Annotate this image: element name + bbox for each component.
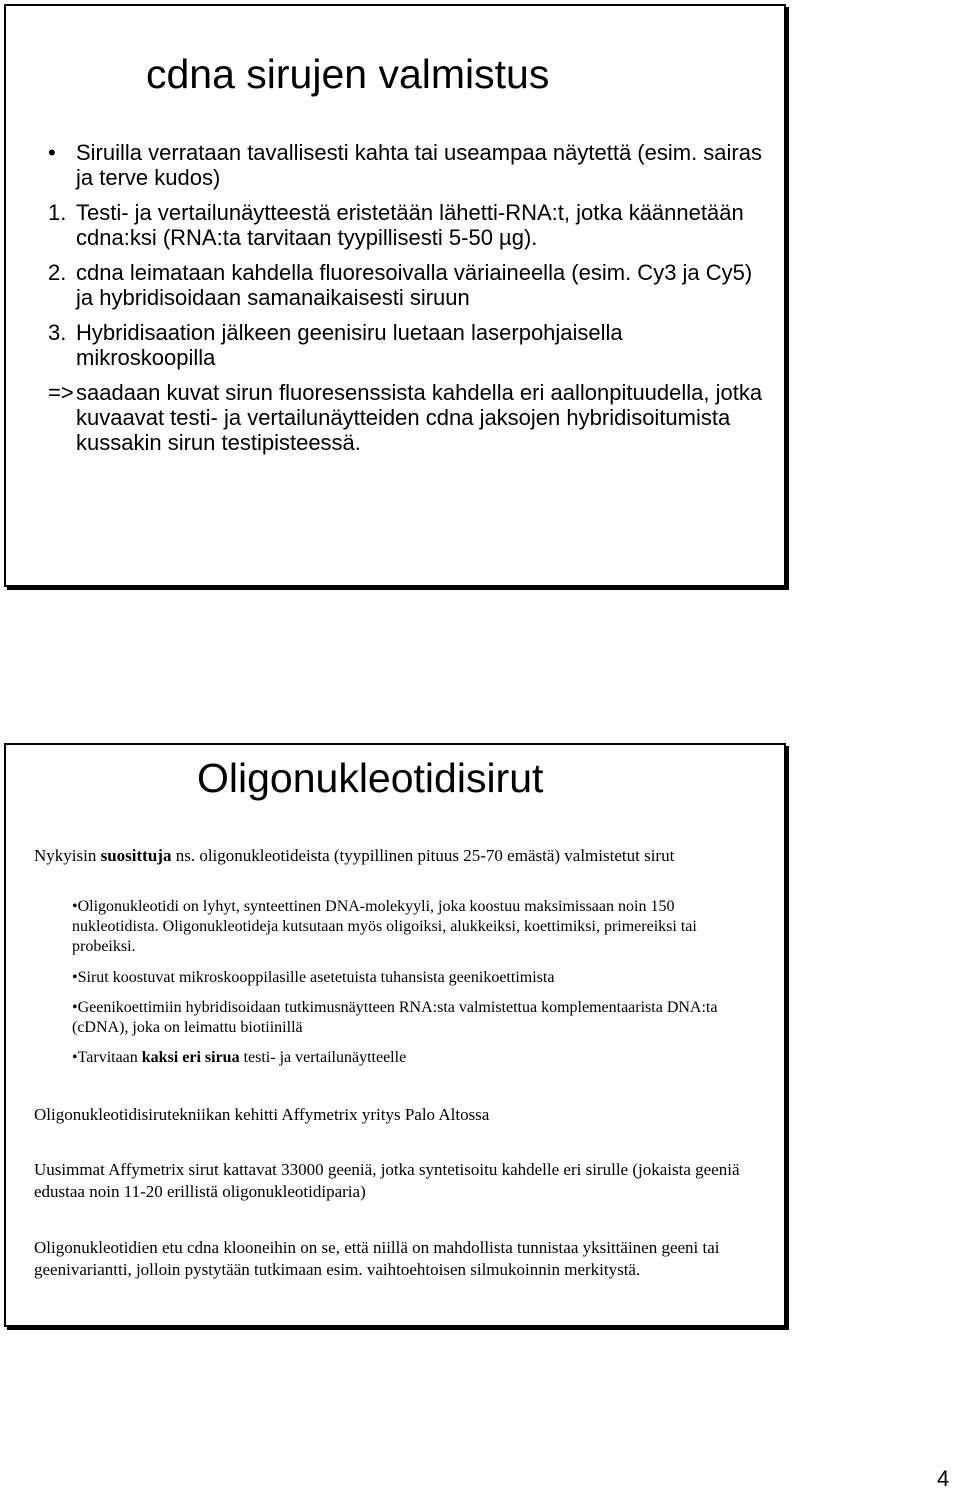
page-number: 4: [937, 1466, 950, 1491]
intro-text-a: Nykyisin: [34, 846, 101, 865]
slide-1-item: [48, 200, 768, 250]
slide-2-paragraph: Uusimmat Affymetrix sirut kattavat 33000 geeniä, jotka syntetisoitu kahdelle eri sirulle (jokaista geeniä edustaa noin 11-20 erillistä oligonukleotidiparia): [34, 1160, 740, 1201]
slide-1-title: cdna sirujen valmistus: [146, 51, 550, 97]
bullet-marker: •: [48, 140, 56, 165]
slide-2-intro: [34, 845, 734, 867]
item-text: saadaan kuvat sirun fluoresenssista kahdella eri aallonpituudella, jotka kuvaavat testi- ja vertailunäytteiden cdna jaksojen hybridisoitumista kussakin sirun testipisteessä.: [76, 380, 763, 455]
slide-1-item: [48, 320, 768, 370]
item-text: Siruilla verrataan tavallisesti kahta tai useampaa näytettä (esim. sairas ja terve kudos): [76, 140, 762, 190]
slide-1-item: [48, 380, 768, 455]
intro-text-c: ns. oligonukleotideista (tyypillinen pituus 25-70 emästä) valmistetut sirut: [171, 846, 675, 865]
bullet-text-a: •Tarvitaan: [72, 1049, 142, 1066]
bullet-text-c: testi- ja vertailunäytteelle: [239, 1049, 407, 1066]
slide-2-bullet: •Sirut koostuvat mikroskooppilasille asetetuista tuhansista geenikoettimista: [72, 969, 555, 986]
intro-emphasis: suosittuja: [100, 846, 172, 865]
slide-1-item: [48, 260, 768, 310]
slide-2-title-wrap: [197, 754, 543, 802]
bullet-emphasis: kaksi eri sirua: [141, 1049, 240, 1066]
item-text: Hybridisaation jälkeen geenisiru luetaan laserpohjaisella mikroskoopilla: [76, 320, 623, 370]
slide-2-title: Oligonukleotidisirut: [197, 755, 544, 801]
number-marker: 1.: [48, 200, 67, 225]
number-marker: 3.: [48, 320, 67, 345]
slide-2-paragraph: Oligonukleotidisirutekniikan kehitti Affymetrix yritys Palo Altossa: [34, 1105, 490, 1124]
slide-1-item: [48, 140, 768, 190]
item-text: Testi- ja vertailunäytteestä eristetään lähetti-RNA:t, jotka käännetään cdna:ksi (RNA:ta tarvitaan tyypillisesti 5-50 µg).: [76, 200, 744, 250]
slide-2-paragraph: Oligonukleotidien etu cdna klooneihin on se, että niillä on mahdollista tunnistaa yksittäinen geeni tai geenivariantti, jolloin pystytään tutkimaan esim. vaihtoehtoisen silmukoinnin merkitystä.: [34, 1238, 720, 1279]
number-marker: 2.: [48, 260, 67, 285]
slide-2-bullet: •Oligonukleotidi on lyhyt, synteettinen DNA-molekyyli, joka koostuu maksimissaan noin 150 nukleotidista. Oligonukleotideja kutsutaan myös oligoiksi, alukkeiksi, koettimiksi, primereiksi tai probeiksi.: [72, 898, 697, 955]
slide-1-body: [48, 140, 768, 455]
slide-2-bullet: •Geenikoettimiin hybridisoidaan tutkimusnäytteen RNA:sta valmistettua komplementaarista DNA:ta (cDNA), joka on leimattu biotiinillä: [72, 999, 718, 1036]
item-text: cdna leimataan kahdella fluoresoivalla väriaineella (esim. Cy3 ja Cy5) ja hybridisoidaan samanaikaisesti siruun: [76, 260, 753, 310]
slide-2-bullet: [72, 1048, 752, 1068]
arrow-marker: =>: [48, 380, 74, 405]
